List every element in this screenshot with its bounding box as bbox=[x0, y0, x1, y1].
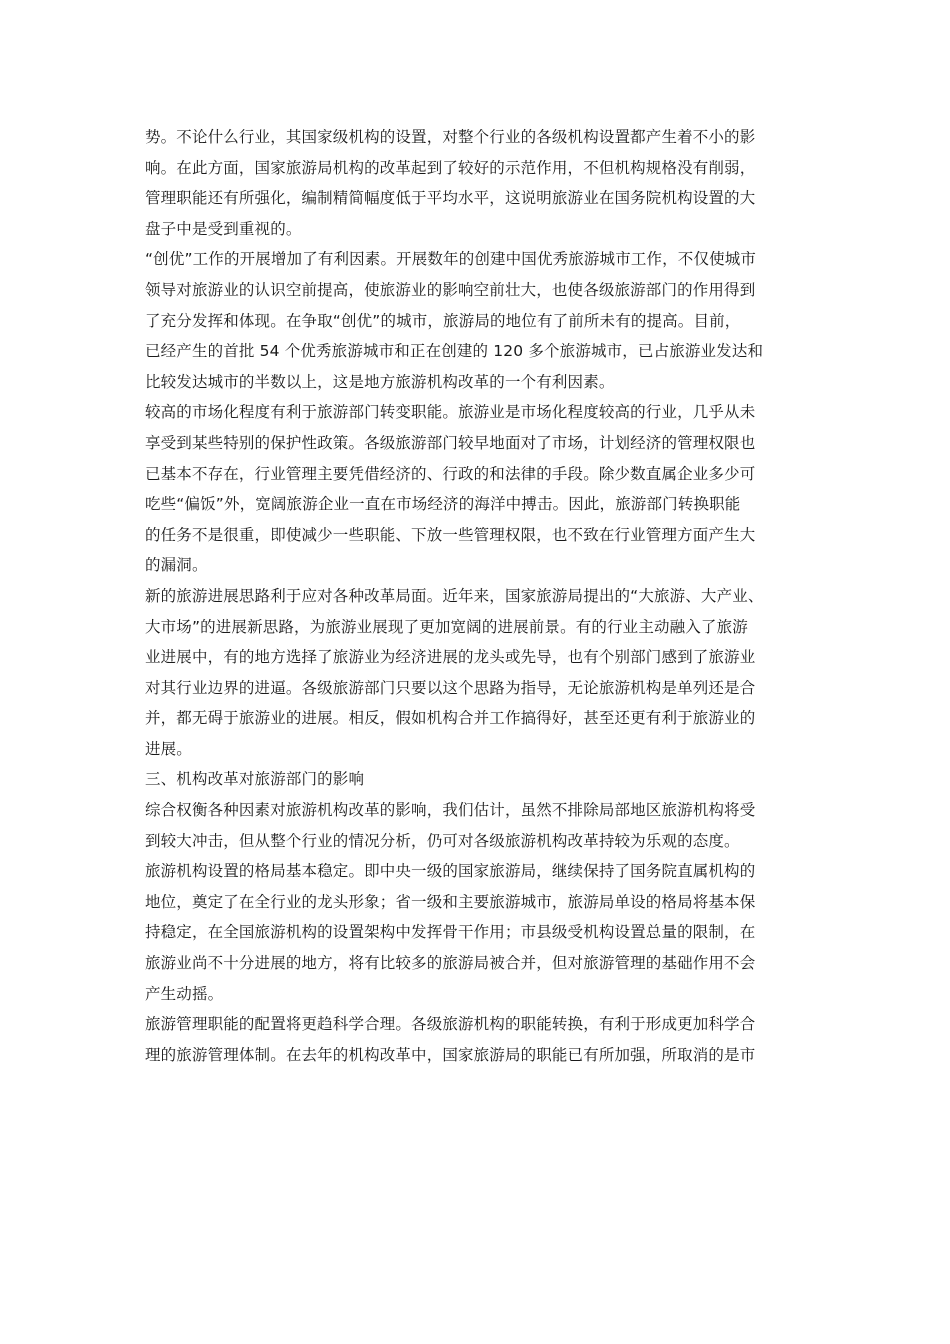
text-line: 的任务不是很重，即使减少一些职能、下放一些管理权限，也不致在行业管理方面产生大 bbox=[145, 525, 756, 544]
text-line: 领导对旅游业的认识空前提高，使旅游业的影响空前壮大，也使各级旅游部门的作用得到 bbox=[145, 280, 756, 299]
text-line: 地位，奠定了在全行业的龙头形象；省一级和主要旅游城市，旅游局单设的格局将基本保 bbox=[145, 892, 756, 911]
text-line: 享受到某些特别的保护性政策。各级旅游部门较早地面对了市场，计划经济的管理权限也 bbox=[145, 433, 756, 452]
text-line: 旅游业尚不十分进展的地方，将有比较多的旅游局被合并，但对旅游管理的基础作用不会 bbox=[145, 954, 756, 973]
section-heading: 三、机构改革对旅游部门的影响 bbox=[145, 770, 365, 789]
text-line: 已经产生的首批 54 个优秀旅游城市和正在创建的 120 多个旅游城市，已占旅游业发达和 bbox=[145, 342, 764, 361]
text-line: 盘子中是受到重视的。 bbox=[145, 219, 302, 238]
text-line: 理的旅游管理体制。在去年的机构改革中，国家旅游局的职能已有所加强，所取消的是市 bbox=[145, 1045, 756, 1064]
text-line: 已基本不存在，行业管理主要凭借经济的、行政的和法律的手段。除少数直属企业多少可 bbox=[145, 464, 756, 483]
text-line: 较高的市场化程度有利于旅游部门转变职能。旅游业是市场化程度较高的行业，几乎从未 bbox=[145, 403, 756, 422]
text-line: 对其行业边界的进逼。各级旅游部门只要以这个思路为指导，无论旅游机构是单列还是合 bbox=[145, 678, 756, 697]
text-line: 持稳定，在全国旅游机构的设置架构中发挥骨干作用；市县级受机构设置总量的限制，在 bbox=[145, 923, 756, 942]
text-line: 势。不论什么行业，其国家级机构的设置，对整个行业的各级机构设置都产生着不小的影 bbox=[145, 128, 756, 146]
text-line: 进展。 bbox=[145, 739, 192, 758]
text-line: 大市场”的进展新思路，为旅游业展现了更加宽阔的进展前景。有的行业主动融入了旅游 bbox=[145, 617, 748, 636]
text-line: 新的旅游进展思路利于应对各种改革局面。近年来，国家旅游局提出的“大旅游、大产业、 bbox=[145, 586, 764, 605]
text-line: 综合权衡各种因素对旅游机构改革的影响，我们估计，虽然不排除局部地区旅游机构将受 bbox=[145, 801, 756, 820]
text-line: 响。在此方面，国家旅游局机构的改革起到了较好的示范作用，不但机构规格没有削弱， bbox=[145, 158, 756, 177]
text-line: 业进展中，有的地方选择了旅游业为经济进展的龙头或先导，也有个别部门感到了旅游业 bbox=[145, 648, 756, 667]
text-line: 管理职能还有所强化，编制精简幅度低于平均水平，这说明旅游业在国务院机构设置的大 bbox=[145, 189, 756, 208]
text-line: 了充分发挥和体现。在争取“创优”的城市，旅游局的地位有了前所未有的提高。目前， bbox=[145, 311, 741, 330]
text-line: 并，都无碍于旅游业的进展。相反，假如机构合并工作搞得好，甚至还更有利于旅游业的 bbox=[145, 709, 756, 728]
text-line: 产生动摇。 bbox=[145, 984, 224, 1003]
text-line: 吃些“偏饭”外，宽阔旅游企业一直在市场经济的海洋中搏击。因此，旅游部门转换职能 bbox=[145, 495, 741, 514]
text-line: 到较大冲击，但从整个行业的情况分析，仍可对各级旅游机构改革持较为乐观的态度。 bbox=[145, 831, 740, 850]
text-line: 旅游管理职能的配置将更趋科学合理。各级旅游机构的职能转换，有利于形成更加科学合 bbox=[145, 1015, 756, 1034]
text-line: 旅游机构设置的格局基本稳定。即中央一级的国家旅游局，继续保持了国务院直属机构的 bbox=[145, 862, 756, 881]
text-line: 的漏洞。 bbox=[145, 556, 208, 575]
text-line: “创优”工作的开展增加了有利因素。开展数年的创建中国优秀旅游城市工作，不仅使城市 bbox=[145, 250, 757, 269]
document-body bbox=[145, 122, 807, 1070]
text-line: 比较发达城市的半数以上，这是地方旅游机构改革的一个有利因素。 bbox=[145, 372, 615, 391]
